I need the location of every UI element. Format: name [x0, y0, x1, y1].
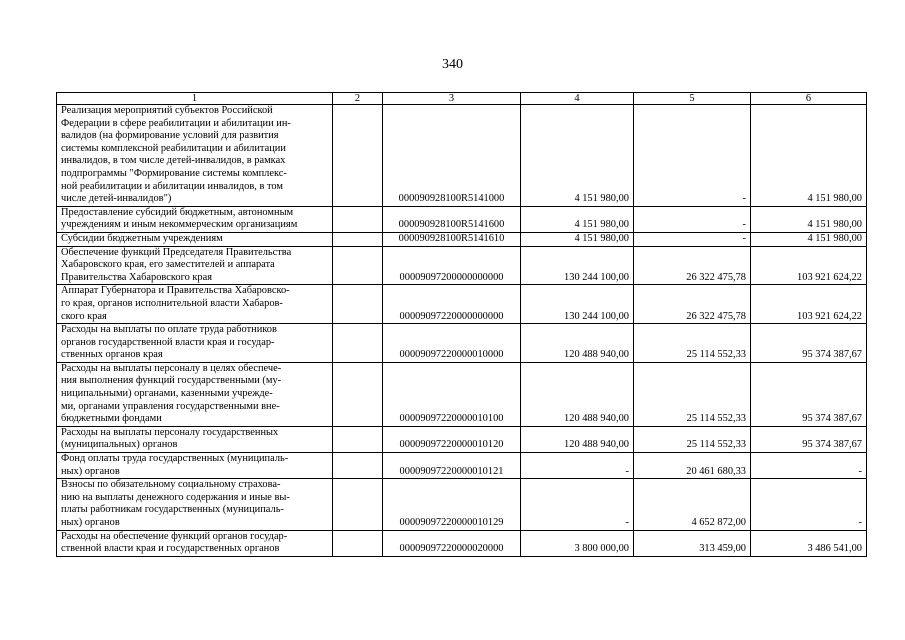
value-col4: 130 244 100,00 [521, 246, 634, 285]
budget-table [56, 92, 867, 557]
value-col5: 25 114 552,33 [634, 426, 751, 452]
target-code: 00009097220000010129 [383, 479, 521, 530]
section-cell [333, 246, 383, 285]
row-name: Реализация мероприятий субъектов Российской Федерации в сфере реабилитации и абилитации ин- валидов (на формирование условий для развития системы комплексной реабилитации и абилитации инвалидов, в том числе детей-инвалидов, в рамках подпрограммы "Формирование системы комплекс- ной реабилитации и абилитации инвалидов, в том числе детей-инвалидов") [57, 105, 333, 207]
row-name: Предоставление субсидий бюджетным, автономным учреждениям и иным некоммерческим организациям [57, 206, 333, 232]
table-row [57, 324, 867, 363]
target-code: 00009097200000000000 [383, 246, 521, 285]
column-header: 4 [521, 93, 634, 105]
value-col4: 130 244 100,00 [521, 285, 634, 324]
section-cell [333, 530, 383, 556]
value-col4: - [521, 453, 634, 479]
value-col6: - [751, 479, 867, 530]
table-row [57, 232, 867, 246]
target-code: 00009097220000000000 [383, 285, 521, 324]
target-code: 00009097220000010120 [383, 426, 521, 452]
table-row [57, 530, 867, 556]
target-code: 000090928100R5141610 [383, 232, 521, 246]
value-col5: - [634, 105, 751, 207]
row-name: Аппарат Губернатора и Правительства Хабаровско- го края, органов исполнительной власти Хабаров- ского края [57, 285, 333, 324]
value-col5: 20 461 680,33 [634, 453, 751, 479]
row-name: Субсидии бюджетным учреждениям [57, 232, 333, 246]
value-col4: - [521, 479, 634, 530]
target-code: 000090928100R5141000 [383, 105, 521, 207]
table-row [57, 479, 867, 530]
column-header: 2 [333, 93, 383, 105]
table-row [57, 246, 867, 285]
value-col5: 26 322 475,78 [634, 285, 751, 324]
section-cell [333, 105, 383, 207]
value-col5: - [634, 232, 751, 246]
page-number: 340 [442, 57, 463, 72]
target-code: 00009097220000010121 [383, 453, 521, 479]
target-code: 00009097220000010100 [383, 362, 521, 426]
value-col4: 120 488 940,00 [521, 362, 634, 426]
section-cell [333, 453, 383, 479]
table-header-row [57, 93, 867, 105]
table-row [57, 206, 867, 232]
column-header: 6 [751, 93, 867, 105]
value-col6: 95 374 387,67 [751, 324, 867, 363]
row-name: Расходы на выплаты персоналу в целях обеспече- ния выполнения функций государственными (му- ниципальными) органами, казенными учрежде- ми, органами управления государственными вне- бюджетными фондами [57, 362, 333, 426]
table-row [57, 426, 867, 452]
value-col5: 26 322 475,78 [634, 246, 751, 285]
value-col6: 103 921 624,22 [751, 246, 867, 285]
table-row [57, 105, 867, 207]
target-code: 000090928100R5141600 [383, 206, 521, 232]
row-name: Расходы на выплаты по оплате труда работников органов государственной власти края и государ- ственных органов края [57, 324, 333, 363]
section-cell [333, 232, 383, 246]
column-header: 1 [57, 93, 333, 105]
section-cell [333, 206, 383, 232]
value-col6: 103 921 624,22 [751, 285, 867, 324]
row-name: Фонд оплаты труда государственных (муниципаль- ных) органов [57, 453, 333, 479]
value-col5: 25 114 552,33 [634, 324, 751, 363]
section-cell [333, 362, 383, 426]
table-row [57, 285, 867, 324]
value-col6: 4 151 980,00 [751, 206, 867, 232]
value-col5: - [634, 206, 751, 232]
value-col6: 4 151 980,00 [751, 232, 867, 246]
value-col6: - [751, 453, 867, 479]
value-col4: 3 800 000,00 [521, 530, 634, 556]
value-col5: 25 114 552,33 [634, 362, 751, 426]
value-col4: 120 488 940,00 [521, 426, 634, 452]
value-col6: 4 151 980,00 [751, 105, 867, 207]
value-col4: 4 151 980,00 [521, 232, 634, 246]
value-col6: 95 374 387,67 [751, 426, 867, 452]
section-cell [333, 324, 383, 363]
value-col4: 120 488 940,00 [521, 324, 634, 363]
value-col6: 95 374 387,67 [751, 362, 867, 426]
value-col4: 4 151 980,00 [521, 206, 634, 232]
target-code: 00009097220000020000 [383, 530, 521, 556]
section-cell [333, 285, 383, 324]
section-cell [333, 479, 383, 530]
row-name: Расходы на выплаты персоналу государственных (муниципальных) органов [57, 426, 333, 452]
column-header: 3 [383, 93, 521, 105]
table-body [57, 105, 867, 557]
row-name: Обеспечение функций Председателя Правительства Хабаровского края, его заместителей и аппарата Правительства Хабаровского края [57, 246, 333, 285]
section-cell [333, 426, 383, 452]
table-row [57, 362, 867, 426]
row-name: Взносы по обязательному социальному страхова- нию на выплаты денежного содержания и иные вы- платы работникам государственных (муниципаль- ных) органов [57, 479, 333, 530]
value-col5: 313 459,00 [634, 530, 751, 556]
row-name: Расходы на обеспечение функций органов государ- ственной власти края и государственных органов [57, 530, 333, 556]
value-col4: 4 151 980,00 [521, 105, 634, 207]
value-col6: 3 486 541,00 [751, 530, 867, 556]
value-col5: 4 652 872,00 [634, 479, 751, 530]
column-header: 5 [634, 93, 751, 105]
target-code: 00009097220000010000 [383, 324, 521, 363]
table-row [57, 453, 867, 479]
